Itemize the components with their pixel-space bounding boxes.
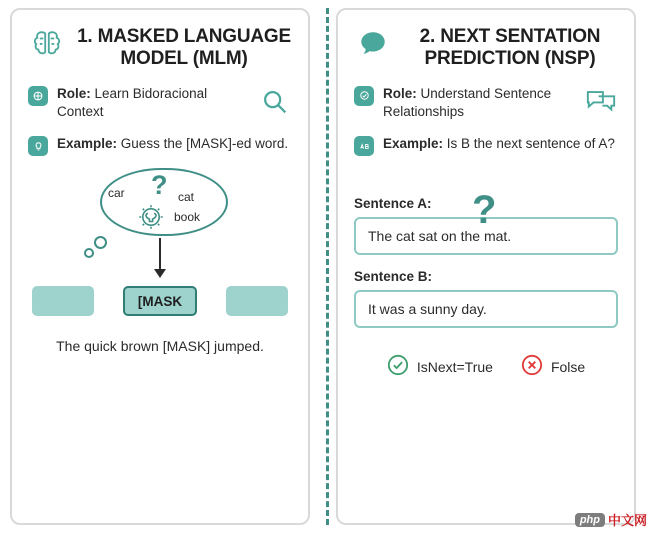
- sentence-b-label: Sentence B:: [354, 269, 433, 285]
- question-mark-large: ?: [472, 188, 497, 233]
- nsp-illustration: [354, 188, 618, 379]
- verdict-false[interactable]: [521, 354, 585, 379]
- bubble-dot-large: [94, 236, 107, 249]
- panel-mlm-example-label: Example:: [57, 136, 118, 152]
- panel-mlm-role-value: Learn Bidoracional Context: [57, 85, 208, 120]
- panel-nsp-header: [354, 24, 618, 71]
- panel-nsp-example-text: [383, 135, 618, 153]
- token-box-mask: [MASK: [123, 286, 197, 316]
- panel-nsp-example-row: [354, 135, 618, 156]
- ab-icon: [354, 136, 374, 156]
- panel-mlm: [10, 8, 310, 525]
- token-row: [28, 286, 292, 316]
- panel-mlm-header: [28, 24, 292, 71]
- arrow-line: [159, 238, 161, 272]
- speech-bubble-icon: [354, 24, 392, 62]
- panel-nsp-example-value: Is B the next sentence of A?: [446, 136, 615, 152]
- panel-mlm-role-row: [28, 85, 292, 121]
- check-circle-icon: [387, 354, 409, 379]
- sentence-a-box[interactable]: The cat sat on the mat.: [354, 217, 618, 255]
- sentence-a-label: Sentence A:: [354, 196, 432, 212]
- watermark-cn: 中文网: [607, 513, 647, 528]
- panel-nsp-example-label: Example:: [383, 136, 444, 152]
- verdict-true-label: IsNext=True: [416, 358, 493, 375]
- bubble-dot-small: [84, 248, 94, 258]
- panel-divider: [326, 8, 329, 525]
- question-mark-small: ?: [151, 170, 168, 201]
- panel-nsp-role-label: Role:: [383, 85, 417, 101]
- panel-nsp: [336, 8, 636, 525]
- panel-nsp-role-text: [383, 85, 575, 121]
- verdict-false-label: Folse: [550, 358, 586, 375]
- link-icon: [354, 86, 374, 106]
- watermark: [575, 510, 647, 529]
- gear-brain-icon: [134, 202, 168, 232]
- mlm-illustration: [28, 162, 292, 372]
- magnifier-icon: [258, 85, 292, 119]
- bubble-word-cat: cat: [178, 190, 195, 205]
- scale-icon: [28, 86, 48, 106]
- token-box-left: [32, 286, 94, 316]
- panel-mlm-title: 1. MASKED LANGUAGE MODEL (MLM): [77, 26, 291, 70]
- two-bubbles-icon: [584, 85, 618, 119]
- cross-circle-icon: [521, 354, 543, 379]
- panel-mlm-example-row: [28, 135, 292, 156]
- sentence-b-box[interactable]: It was a sunny day.: [354, 290, 618, 328]
- verdict-row: [354, 354, 618, 379]
- panel-nsp-role-row: [354, 85, 618, 121]
- mlm-caption: The quick brown [MASK] jumped.: [56, 338, 264, 355]
- token-box-right: [226, 286, 288, 316]
- bulb-icon: [28, 136, 48, 156]
- panel-nsp-title: 2. NEXT SENTATION PREDICTION (NSP): [419, 26, 601, 70]
- brain-icon: [28, 24, 66, 62]
- panel-mlm-example-text: [57, 135, 292, 153]
- arrow-head-icon: [154, 269, 166, 278]
- panel-mlm-role-text: [57, 85, 249, 121]
- bubble-word-car: car: [108, 186, 125, 201]
- bubble-word-book: book: [174, 210, 201, 225]
- panel-mlm-role-label: Role:: [57, 85, 91, 101]
- panel-mlm-example-value: Guess the [MASK]-ed word.: [120, 136, 289, 152]
- panel-nsp-role-value: Understand Sentence Relationships: [383, 85, 552, 120]
- verdict-true[interactable]: [387, 354, 493, 379]
- watermark-php: php: [575, 513, 605, 527]
